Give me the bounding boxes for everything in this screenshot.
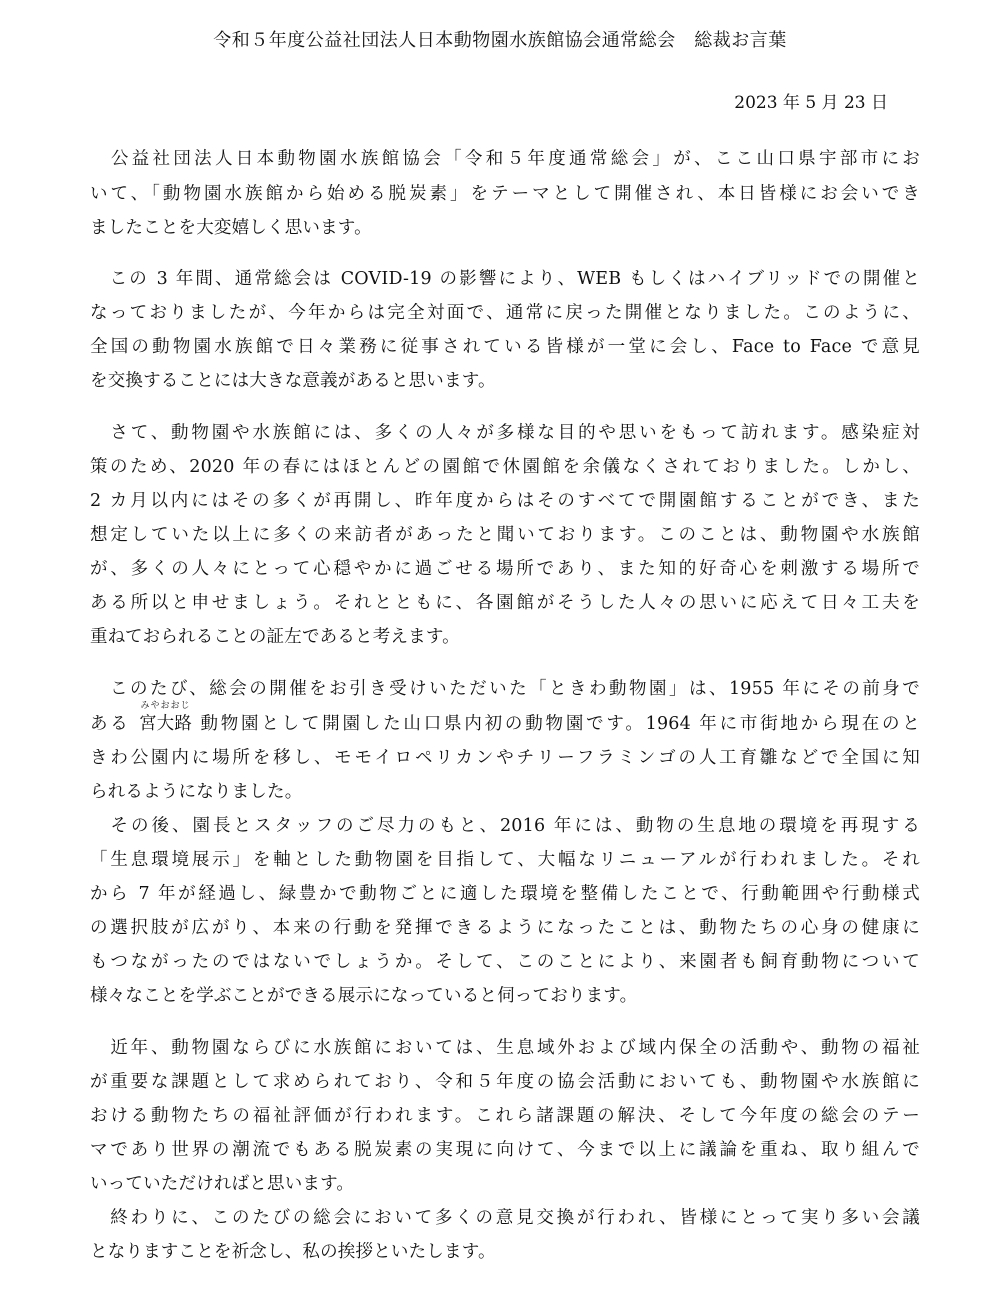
paragraph-2-line-2: なっておりましたが、今年からは完全対面で、通常に戻った開催となりました。このように、 <box>90 303 920 323</box>
paragraph-5-line-4: マであり世界の潮流でもある脱炭素の実現に向けて、今まで以上に議論を重ね、取り組んで <box>90 1140 920 1160</box>
paragraph-5-line-5: いっていただければと思います。 <box>90 1174 355 1194</box>
paragraph-4-line-2 <box>90 701 920 735</box>
paragraph-1-line-1: 公益社団法人日本動物園水族館協会「令和５年度通常総会」が、ここ山口県宇部市にお <box>90 149 920 169</box>
document-title: 令和５年度公益社団法人日本動物園水族館協会通常総会 総裁お言葉 <box>213 30 787 51</box>
paragraph-3-line-6: ある所以と申せましょう。それとともに、各園館がそうした人々の思いに応えて日々工夫を <box>90 593 920 613</box>
paragraph-4-line-8: の選択肢が広がり、本来の行動を発揮できるようになったことは、動物たちの心身の健康に <box>90 918 920 938</box>
paragraph-3-line-2: 策のため、2020 年の春にはほとんどの園館で休園館を余儀なくされておりました。しかし、 <box>90 457 920 477</box>
document-date: 2023 年 5 月 23 日 <box>734 93 888 113</box>
paragraph-2-line-1: この 3 年間、通常総会は COVID-19 の影響により、WEB もしくはハイブリッドでの開催と <box>90 269 920 289</box>
paragraph-5-line-3: おける動物たちの福祉評価が行われます。これら諸課題の解決、そして今年度の総会のテー <box>90 1106 920 1126</box>
paragraph-4-line-1: このたび、総会の開催をお引き受けいただいた「ときわ動物園」は、1955 年にその前身で <box>90 679 920 699</box>
ruby-base: 宮大路 <box>138 714 193 734</box>
paragraph-3-line-1: さて、動物園や水族館には、多くの人々が多様な目的や思いをもって訪れます。感染症対 <box>90 423 920 443</box>
paragraph-4-line-2-before: ある <box>90 714 139 734</box>
ruby-group <box>138 701 193 735</box>
paragraph-4-line-4: られるようになりました。 <box>90 782 303 802</box>
paragraph-5-line-6: 終わりに、このたびの総会において多くの意見交換が行われ、皆様にとって実り多い会議 <box>90 1208 920 1228</box>
paragraph-4-line-9: もつながったのではないでしょうか。そして、このことにより、来園者も飼育動物について <box>90 952 920 972</box>
paragraph-4-line-6: 「生息環境展示」を軸とした動物園を目指して、大幅なリニューアルが行われました。それ <box>90 850 920 870</box>
paragraph-4-line-5: その後、園長とスタッフのご尽力のもと、2016 年には、動物の生息地の環境を再現する <box>90 816 920 836</box>
paragraph-1-line-2: いて、「動物園水族館から始める脱炭素」をテーマとして開催され、本日皆様にお会いでき <box>90 184 920 204</box>
paragraph-2-line-3: 全国の動物園水族館で日々業務に従事されている皆様が一堂に会し、Face to Face で意見 <box>90 337 920 357</box>
ruby-reading: みやおおじ <box>140 701 191 711</box>
paragraph-3-line-3: 2 カ月以内にはその多くが再開し、昨年度からはそのすべてで開園館することができ、また <box>90 491 920 511</box>
paragraph-4-line-10: 様々なことを学ぶことができる展示になっていると伺っております。 <box>90 986 638 1006</box>
paragraph-4-line-3: きわ公園内に場所を移し、モモイロペリカンやチリーフラミンゴの人工育雛などで全国に知 <box>90 748 920 768</box>
paragraph-3-line-5: が、多くの人々にとって心穏やかに過ごせる場所であり、また知的好奇心を刺激する場所で <box>90 559 920 579</box>
paragraph-3-line-4: 想定していた以上に多くの来訪者があったと聞いております。このことは、動物園や水族館 <box>90 525 920 545</box>
paragraph-4-line-2-after: 動物園として開園した山口県内初の動物園です。1964 年に市街地から現在のと <box>192 714 920 734</box>
paragraph-1-line-3: ましたことを大変嬉しく思います。 <box>90 218 372 238</box>
paragraph-4-line-7: から 7 年が経過し、緑豊かで動物ごとに適した環境を整備したことで、行動範囲や行動様式 <box>90 884 920 904</box>
paragraph-2-line-4: を交換することには大きな意義があると思います。 <box>90 371 496 391</box>
paragraph-5-line-2: が重要な課題として求められており、令和５年度の協会活動においても、動物園や水族館に <box>90 1072 920 1092</box>
paragraph-5-line-7: となりますことを祈念し、私の挨拶といたします。 <box>90 1242 496 1262</box>
paragraph-5-line-1: 近年、動物園ならびに水族館においては、生息域外および域内保全の活動や、動物の福祉 <box>90 1038 920 1058</box>
paragraph-3-line-7: 重ねておられることの証左であると考えます。 <box>90 627 460 647</box>
